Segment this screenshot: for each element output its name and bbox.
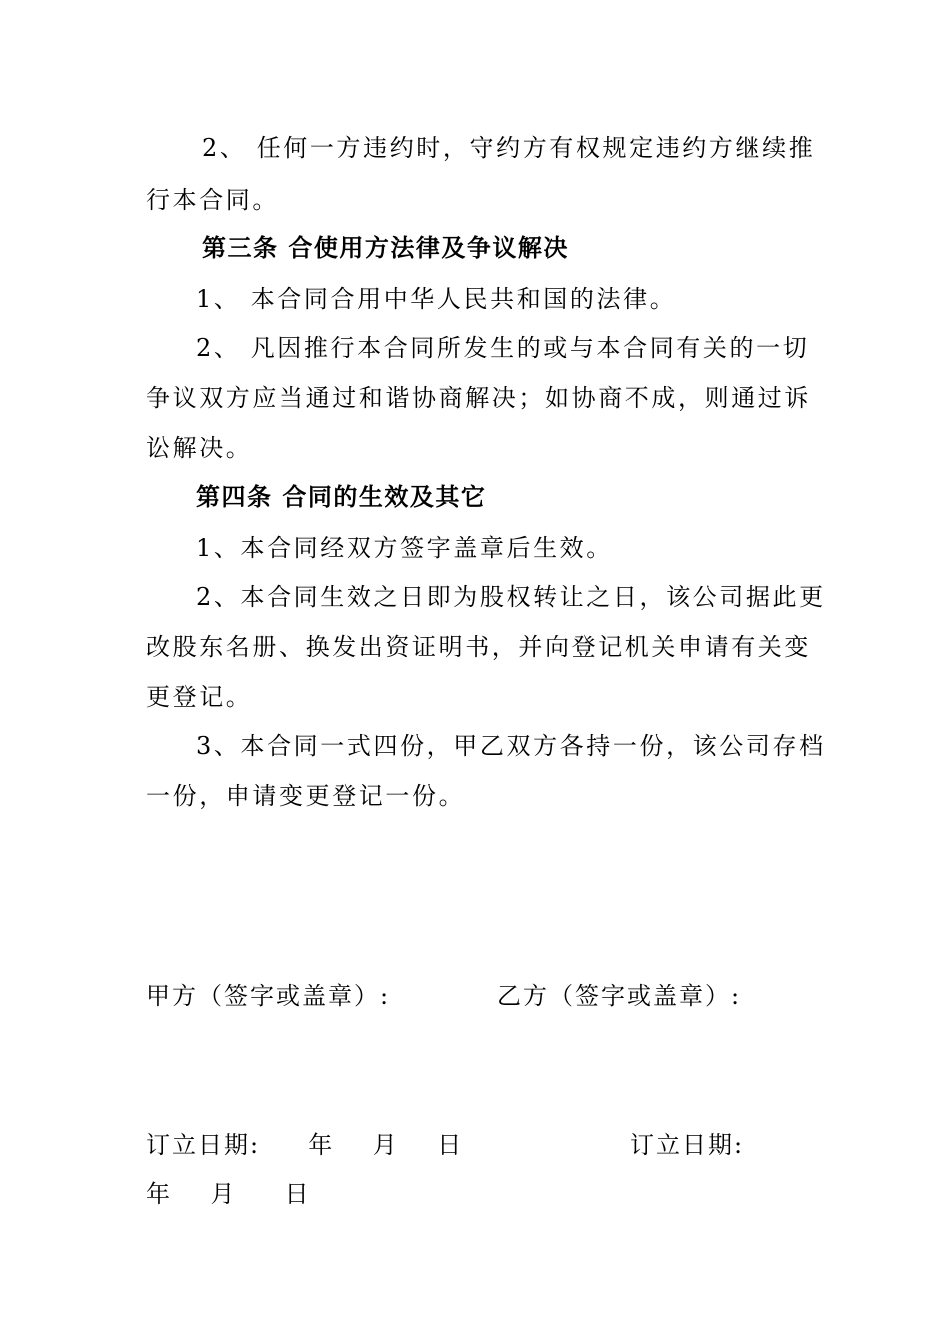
article3-item2-line1: 2、 凡因推行本合同所发生的或与本合同有关的一切 — [196, 334, 810, 362]
article3-item2-line2: 争议双方应当通过和谐协商解决；如协商不成，则通过诉 — [146, 384, 811, 412]
article4-item3-line2: 一份，申请变更登记一份。 — [146, 782, 466, 810]
party-a-signature-label: 甲方（签字或盖章）: — [146, 982, 391, 1010]
article3-item1: 1、 本合同合用中华人民共和国的法律。 — [196, 285, 677, 313]
party-b-date-label: 订立日期: — [630, 1131, 745, 1159]
article4-heading: 第四条 合同的生效及其它 — [196, 482, 487, 511]
article4-item2-line1: 2、本合同生效之日即为股权转让之日，该公司据此更 — [196, 583, 826, 611]
party-a-date-label: 订立日期: 年 月 日 — [146, 1131, 464, 1159]
article2-item2-line2: 行本合同。 — [146, 186, 279, 214]
article4-item1: 1、本合同经双方签字盖章后生效。 — [196, 534, 613, 562]
article3-item2-line3: 讼解决。 — [146, 434, 253, 462]
party-b-signature-label: 乙方（签字或盖章）: — [497, 982, 742, 1010]
article4-item2-line3: 更登记。 — [146, 683, 253, 711]
article4-item2-line2: 改股东名册、换发出资证明书，并向登记机关申请有关变 — [146, 633, 811, 661]
article2-item2-line1: 2、 任何一方违约时，守约方有权规定违约方继续推 — [202, 134, 816, 162]
party-b-date-continuation: 年 月 日 — [146, 1180, 311, 1208]
article3-heading: 第三条 合使用方法律及争议解决 — [202, 233, 569, 262]
article4-item3-line1: 3、本合同一式四份，甲乙双方各持一份，该公司存档 — [196, 732, 826, 760]
